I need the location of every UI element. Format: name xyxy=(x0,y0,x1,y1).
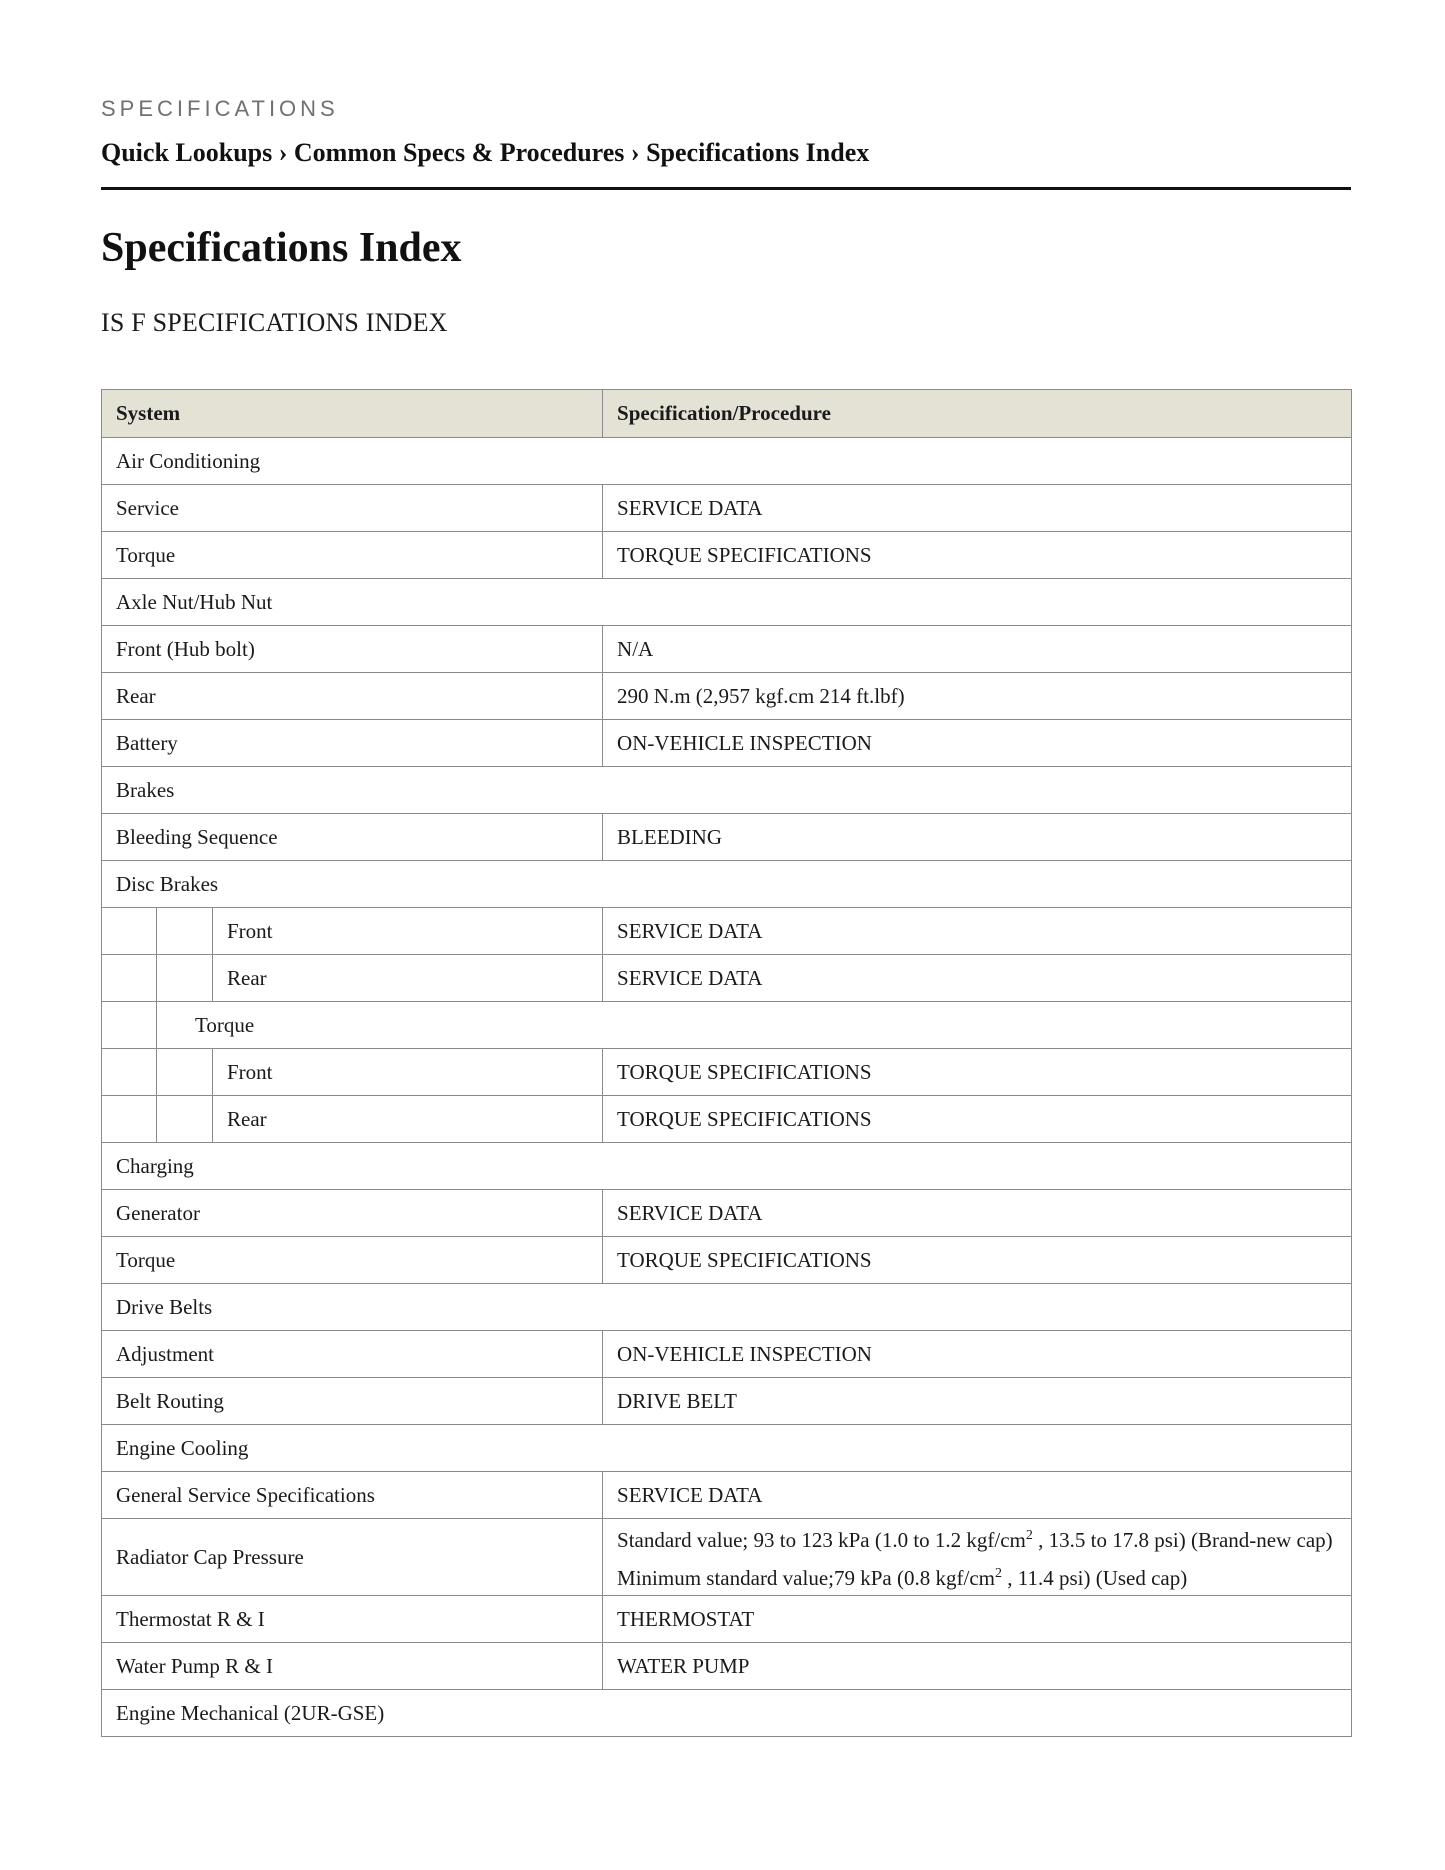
spec-value xyxy=(603,1519,1352,1596)
table-row xyxy=(102,438,1352,485)
table-row xyxy=(102,1690,1352,1737)
system-cell: Thermostat R & I xyxy=(102,1596,603,1643)
system-cell: Drive Belts xyxy=(102,1284,1352,1331)
spec-link[interactable]: SERVICE DATA xyxy=(603,1472,1352,1519)
spec-text: , 13.5 to 17.8 psi) (Brand-new cap) xyxy=(1032,1528,1333,1552)
spec-link[interactable]: TORQUE SPECIFICATIONS xyxy=(603,532,1352,579)
system-cell: Front xyxy=(213,908,603,955)
table-row xyxy=(102,1096,1352,1143)
spec-link[interactable]: WATER PUMP xyxy=(603,1643,1352,1690)
spec-link[interactable]: ON-VEHICLE INSPECTION xyxy=(603,1331,1352,1378)
system-cell: Engine Mechanical (2UR-GSE) xyxy=(102,1690,1352,1737)
spec-link[interactable]: DRIVE BELT xyxy=(603,1378,1352,1425)
table-row xyxy=(102,532,1352,579)
system-cell: Engine Cooling xyxy=(102,1425,1352,1472)
system-cell: Belt Routing xyxy=(102,1378,603,1425)
indent-spacer xyxy=(102,1049,157,1096)
spec-link[interactable]: SERVICE DATA xyxy=(603,908,1352,955)
system-cell: Brakes xyxy=(102,767,1352,814)
spec-link[interactable]: ON-VEHICLE INSPECTION xyxy=(603,720,1352,767)
indent-spacer xyxy=(102,955,157,1002)
system-cell: Front xyxy=(213,1049,603,1096)
table-row xyxy=(102,814,1352,861)
system-cell: Axle Nut/Hub Nut xyxy=(102,579,1352,626)
system-cell: Rear xyxy=(213,955,603,1002)
breadcrumb: Quick Lookups › Common Specs & Procedures › Specifications Index xyxy=(101,138,870,167)
system-cell: Bleeding Sequence xyxy=(102,814,603,861)
system-cell: Water Pump R & I xyxy=(102,1643,603,1690)
superscript: 2 xyxy=(1025,1528,1033,1543)
system-cell: Disc Brakes xyxy=(102,861,1352,908)
system-cell: Charging xyxy=(102,1143,1352,1190)
system-cell: Adjustment xyxy=(102,1331,603,1378)
spec-link[interactable]: THERMOSTAT xyxy=(603,1596,1352,1643)
table-row xyxy=(102,720,1352,767)
indent-spacer xyxy=(102,1096,157,1143)
table-row xyxy=(102,861,1352,908)
spec-link[interactable]: SERVICE DATA xyxy=(603,485,1352,532)
section-eyebrow: SPECIFICATIONS xyxy=(101,96,339,121)
system-cell: Generator xyxy=(102,1190,603,1237)
indent-spacer xyxy=(157,955,213,1002)
table-row xyxy=(102,1425,1352,1472)
spec-link[interactable]: SERVICE DATA xyxy=(603,955,1352,1002)
system-cell: Torque xyxy=(102,532,603,579)
spec-link[interactable]: TORQUE SPECIFICATIONS xyxy=(603,1049,1352,1096)
spec-link[interactable]: TORQUE SPECIFICATIONS xyxy=(603,1237,1352,1284)
indent-spacer xyxy=(157,1049,213,1096)
spec-value: 290 N.m (2,957 kgf.cm 214 ft.lbf) xyxy=(603,673,1352,720)
system-cell: Service xyxy=(102,485,603,532)
table-row xyxy=(102,1643,1352,1690)
table-row xyxy=(102,1378,1352,1425)
table-row xyxy=(102,955,1352,1002)
table-row xyxy=(102,673,1352,720)
system-cell: Air Conditioning xyxy=(102,438,1352,485)
table-row xyxy=(102,1596,1352,1643)
table-row xyxy=(102,767,1352,814)
table-header-row xyxy=(102,390,1352,438)
system-cell: Rear xyxy=(102,673,603,720)
header-divider xyxy=(101,187,1351,190)
system-cell: Torque xyxy=(102,1237,603,1284)
system-cell: Battery xyxy=(102,720,603,767)
spec-value: N/A xyxy=(603,626,1352,673)
table-row xyxy=(102,1190,1352,1237)
system-cell: Torque xyxy=(157,1002,1352,1049)
table-row xyxy=(102,1143,1352,1190)
table-row xyxy=(102,579,1352,626)
system-cell: Radiator Cap Pressure xyxy=(102,1519,603,1596)
table-row xyxy=(102,1049,1352,1096)
indent-spacer xyxy=(102,1002,157,1049)
radiator-standard-value xyxy=(617,1519,1337,1557)
indent-spacer xyxy=(157,908,213,955)
table-row xyxy=(102,485,1352,532)
indent-spacer xyxy=(157,1096,213,1143)
table-row xyxy=(102,626,1352,673)
spec-link[interactable]: BLEEDING xyxy=(603,814,1352,861)
table-row xyxy=(102,1472,1352,1519)
system-cell: Rear xyxy=(213,1096,603,1143)
page-title: Specifications Index xyxy=(101,225,462,271)
table-row xyxy=(102,1284,1352,1331)
system-cell: Front (Hub bolt) xyxy=(102,626,603,673)
system-cell: General Service Specifications xyxy=(102,1472,603,1519)
table-row xyxy=(102,1331,1352,1378)
table-row xyxy=(102,1519,1352,1596)
column-header-spec: Specification/Procedure xyxy=(603,390,1352,438)
indent-spacer xyxy=(102,908,157,955)
table-row xyxy=(102,908,1352,955)
spec-link[interactable]: TORQUE SPECIFICATIONS xyxy=(603,1096,1352,1143)
table-row xyxy=(102,1237,1352,1284)
spec-text: Minimum standard value;79 kPa (0.8 kgf/cm xyxy=(617,1566,995,1590)
table-row xyxy=(102,1002,1352,1049)
spec-link[interactable]: SERVICE DATA xyxy=(603,1190,1352,1237)
spec-text: , 11.4 psi) (Used cap) xyxy=(1001,1566,1188,1590)
radiator-minimum-value xyxy=(617,1557,1337,1595)
spec-text: Standard value; 93 to 123 kPa (1.0 to 1.2 kgf/cm xyxy=(617,1528,1026,1552)
specifications-table xyxy=(101,389,1352,1737)
superscript: 2 xyxy=(994,1566,1002,1581)
column-header-system: System xyxy=(102,390,603,438)
page-subtitle: IS F SPECIFICATIONS INDEX xyxy=(101,308,448,337)
